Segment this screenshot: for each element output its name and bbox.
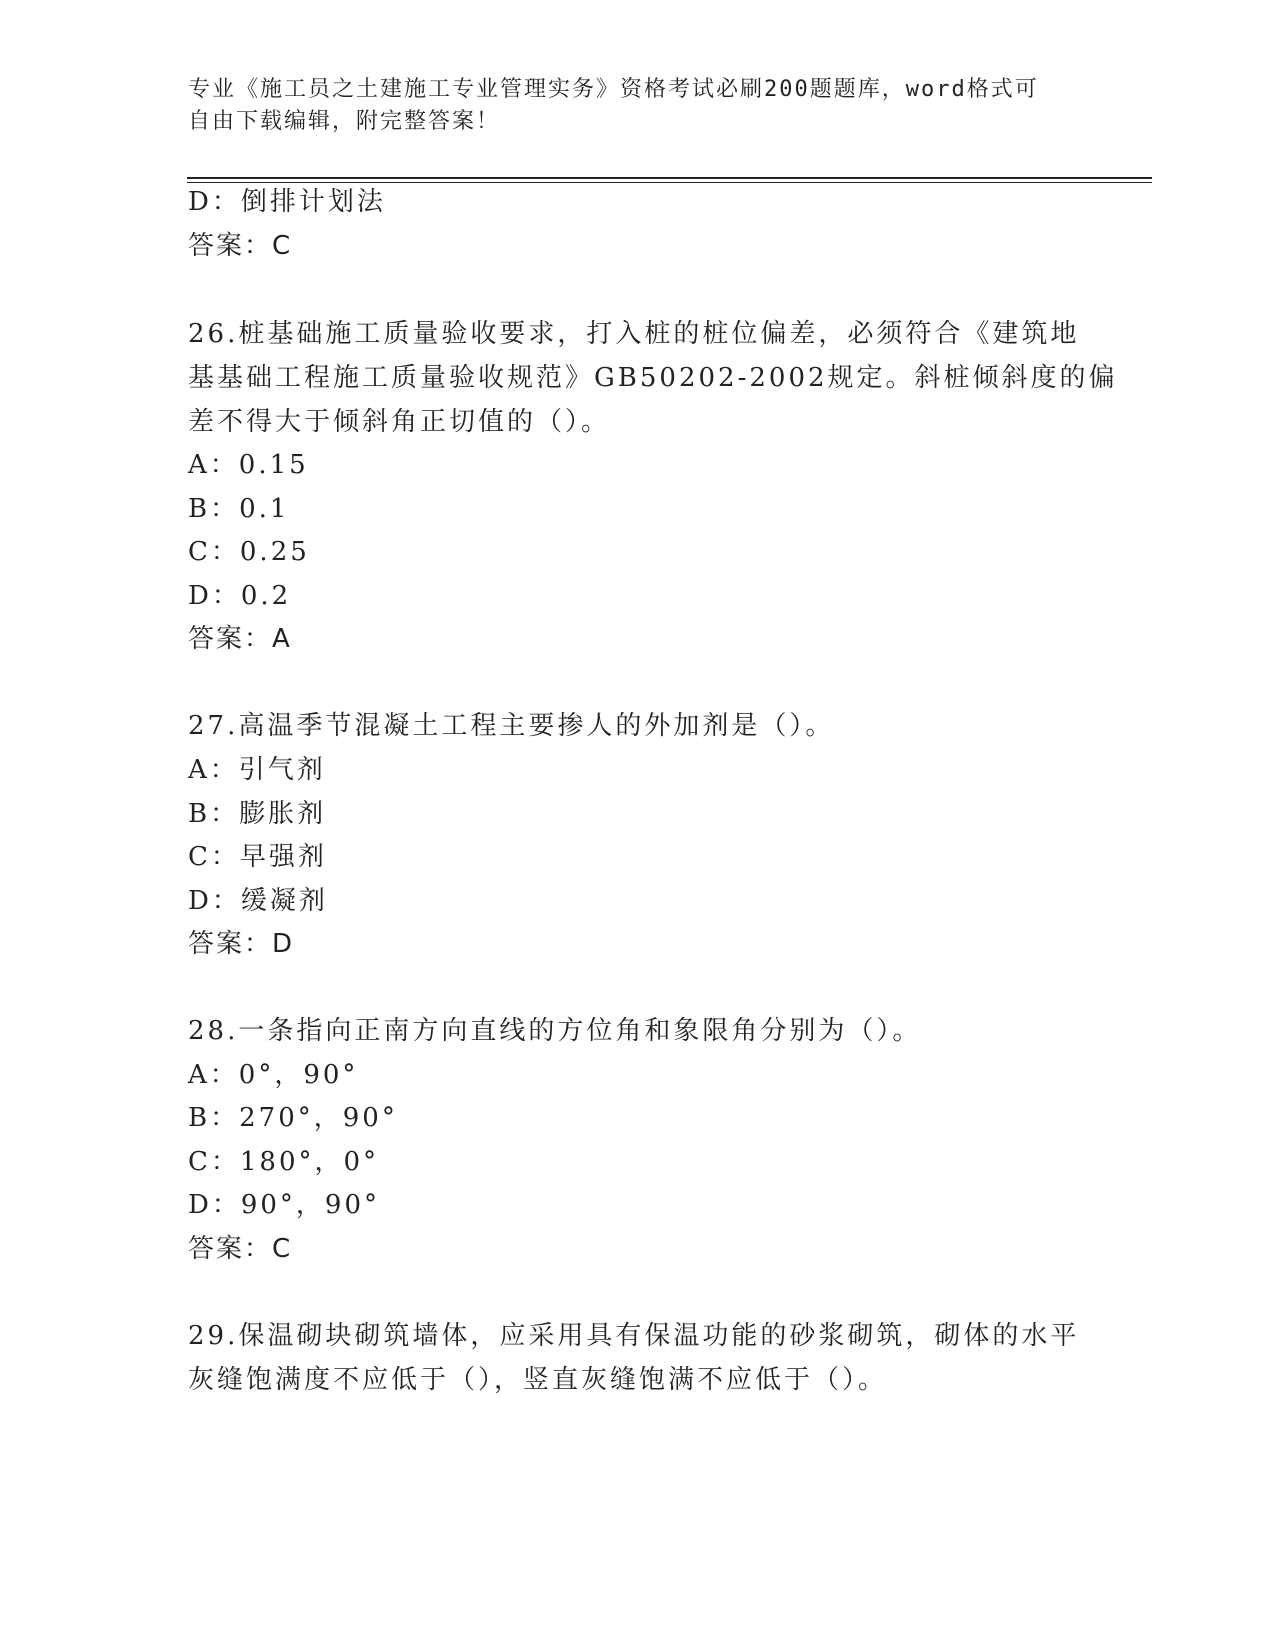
q27-option-d: D：缓凝剂 [188, 886, 328, 916]
header-line-2: 自由下载编辑，附完整答案！ [188, 109, 501, 134]
q28-option-a: A：0°，90° [188, 1060, 359, 1090]
q29-stem-line-2: 灰缝饱满度不应低于（），竖直灰缝饱满不应低于（）。 [188, 1365, 888, 1395]
q27-stem-line-1: 27.高温季节混凝土工程主要掺人的外加剂是（）。 [188, 711, 835, 741]
q26-option-c: C：0.25 [188, 537, 310, 567]
q26-option-a: A：0.15 [188, 450, 309, 480]
q28-option-c: C：180°，0° [188, 1147, 380, 1177]
header-divider-thick [187, 177, 1152, 179]
q28-option-b: B：270°，90° [188, 1103, 398, 1133]
q28-answer: 答案：C [188, 1234, 293, 1264]
q27-option-c: C：早强剂 [188, 842, 327, 872]
header-divider-thin [187, 182, 1152, 183]
q26-answer: 答案：A [188, 624, 292, 654]
q28-stem-line-1: 28.一条指向正南方向直线的方位角和象限角分别为（）。 [188, 1016, 922, 1046]
q26-stem-line-3: 差不得大于倾斜角正切值的（）。 [188, 407, 611, 437]
q26-stem-line-2: 基基础工程施工质量验收规范》GB50202-2002规定。斜桩倾斜度的偏 [188, 363, 1118, 393]
q27-answer: 答案：D [188, 929, 295, 959]
q27-option-b: B：膨胀剂 [188, 799, 327, 829]
q28-option-d: D：90°，90° [188, 1190, 381, 1220]
q27-option-a: A：引气剂 [188, 755, 326, 785]
q26-stem-line-1: 26.桩基础施工质量验收要求，打入桩的桩位偏差，必须符合《建筑地 [188, 319, 1080, 349]
document-header [188, 74, 1088, 138]
q26-option-d: D：0.2 [188, 581, 292, 611]
prev-option-d: D：倒排计划法 [188, 187, 386, 217]
q26-option-b: B：0.1 [188, 494, 290, 524]
q29-stem-line-1: 29.保温砌块砌筑墙体，应采用具有保温功能的砂浆砌筑，砌体的水平 [188, 1321, 1080, 1351]
prev-answer: 答案：C [188, 231, 293, 261]
header-line-1: 专业《施工员之土建施工专业管理实务》资格考试必刷200题题库，word格式可 [188, 77, 1039, 102]
